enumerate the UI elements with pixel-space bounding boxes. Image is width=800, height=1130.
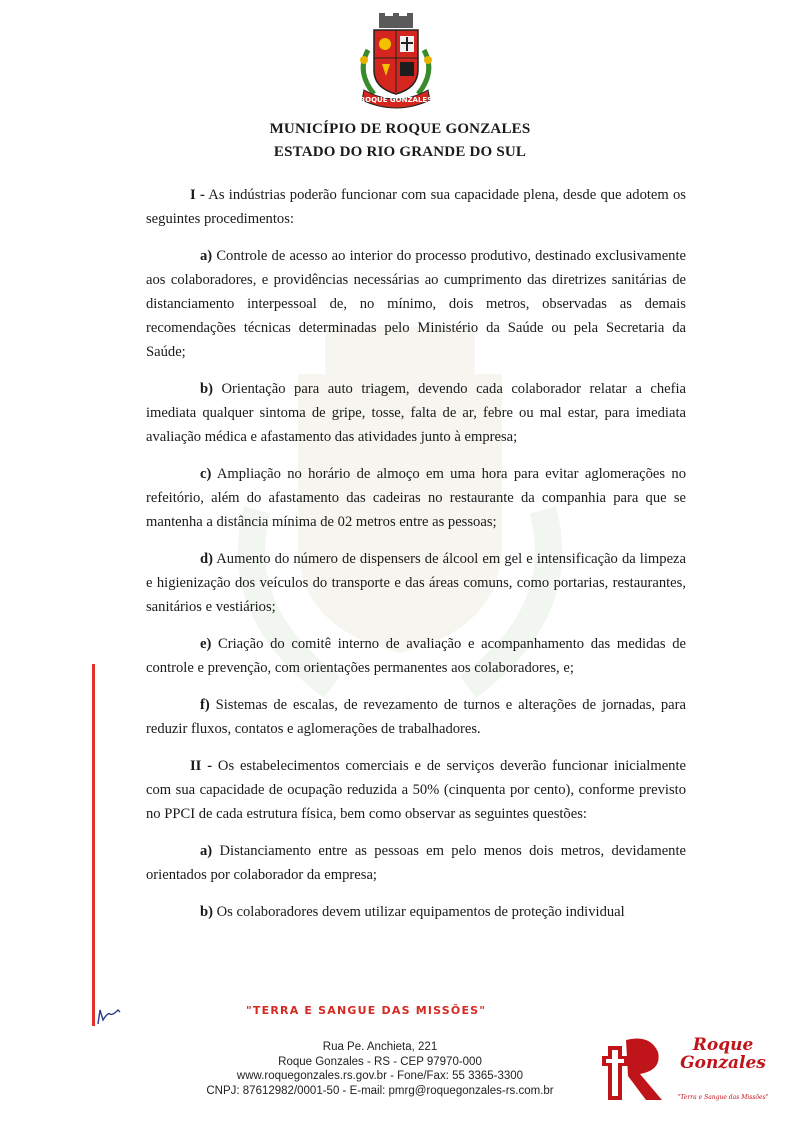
paragraph-text: Controle de acesso ao interior do processo produtivo, destinado exclusivamente aos colaboradores, e providências necessárias ao cumprimento das diretrizes sanitárias de distanciamento interpessoal de, no mínimo, dois metros, observadas as demais recomendações técnicas determinadas pelo Ministério da Saúde ou pela Secretaria da Saúde; xyxy=(146,248,686,360)
paragraph-label: e) xyxy=(200,636,212,652)
paragraph-label: b) xyxy=(200,381,213,397)
logo-line-gonzales: Gonzales xyxy=(680,1053,766,1073)
document-body xyxy=(146,183,686,937)
municipal-motto: "TERRA E SANGUE DAS MISSÕES" xyxy=(246,1004,487,1017)
footer-address: Rua Pe. Anchieta, 221 xyxy=(322,1041,438,1053)
margin-red-line xyxy=(92,664,95,1026)
paragraph-label: c) xyxy=(200,466,212,482)
paragraph-item-c xyxy=(146,462,686,534)
paragraph-label: a) xyxy=(200,843,213,859)
paragraph-text: Distanciamento entre as pessoas em pelo menos dois metros, devidamente orientados por colaborador da empresa; xyxy=(146,843,686,883)
paragraph-item-I xyxy=(146,183,686,231)
logo-wordmark xyxy=(664,1036,782,1073)
header-municipality: MUNICÍPIO DE ROQUE GONZALES xyxy=(269,121,531,137)
paragraph-text: Sistemas de escalas, de revezamento de turnos e alterações de jornadas, para reduzir fluxos, contatos e aglomerações de trabalhadores. xyxy=(146,697,686,737)
paragraph-item-d xyxy=(146,547,686,619)
paragraph-text: Criação do comitê interno de avaliação e acompanhamento das medidas de controle e prevenção, com orientações permanentes aos colaboradores, e; xyxy=(146,636,686,676)
initials-signature xyxy=(96,1006,122,1026)
paragraph-label: a) xyxy=(200,248,213,264)
paragraph-text: Ampliação no horário de almoço em uma hora para evitar aglomerações no refeitório, além do afastamento das cadeiras no restaurante da companhia para que se mantenha a distância mínima de 02 metros entre as pessoas; xyxy=(146,466,686,530)
paragraph-item-f xyxy=(146,693,686,741)
paragraph-item-II xyxy=(146,754,686,826)
logo-line-roque: Roque xyxy=(692,1035,754,1055)
paragraph-label: f) xyxy=(200,697,210,713)
footer-cnpj-email: CNPJ: 87612982/0001-50 - E-mail: pmrg@roquegonzales-rs.com.br xyxy=(206,1084,554,1097)
logo-tagline: "Terra e Sangue das Missões" xyxy=(677,1094,769,1101)
paragraph-text: Os estabelecimentos comerciais e de serviços deverão funcionar inicialmente com sua capacidade de ocupação reduzida a 50% (cinquenta por cento), conforme previsto no PPCI de cada estrutura física, bem como observar as seguintes questões: xyxy=(146,758,686,822)
header-state: ESTADO DO RIO GRANDE DO SUL xyxy=(273,144,527,160)
footer-contact xyxy=(140,1040,620,1098)
paragraph-item-e xyxy=(146,632,686,680)
paragraph-item-a xyxy=(146,244,686,364)
paragraph-label: b) xyxy=(200,904,213,920)
paragraph-label: II - xyxy=(190,758,213,774)
paragraph-text: Aumento do número de dispensers de álcool em gel e intensificação da limpeza e higienização dos veículos do transporte e das áreas comuns, como portarias, restaurantes, sanitários e vestiários; xyxy=(146,551,686,615)
paragraph-label: d) xyxy=(200,551,213,567)
paragraph-item-II-b xyxy=(146,900,686,924)
coat-banner-text: ROQUE GONZALES xyxy=(359,96,433,104)
paragraph-text: Os colaboradores devem utilizar equipamentos de proteção individual xyxy=(212,904,625,920)
footer-web-phone: www.roquegonzales.rs.gov.br - Fone/Fax: 55 3365-3300 xyxy=(236,1070,524,1082)
paragraph-item-b xyxy=(146,377,686,449)
coat-of-arms-logo xyxy=(346,12,446,112)
footer-city: Roque Gonzales - RS - CEP 97970-000 xyxy=(278,1055,482,1068)
paragraph-text: Orientação para auto triagem, devendo cada colaborador relatar a chefia imediata qualquer sintoma de gripe, tosse, falta de ar, febre ou mal estar, para imediata avaliação médica e afastamento das atividades junto à empresa; xyxy=(146,381,686,445)
paragraph-label: I - xyxy=(190,187,205,203)
paragraph-item-II-a xyxy=(146,839,686,887)
paragraph-text: As indústrias poderão funcionar com sua capacidade plena, desde que adotem os seguintes procedimentos: xyxy=(146,187,686,227)
